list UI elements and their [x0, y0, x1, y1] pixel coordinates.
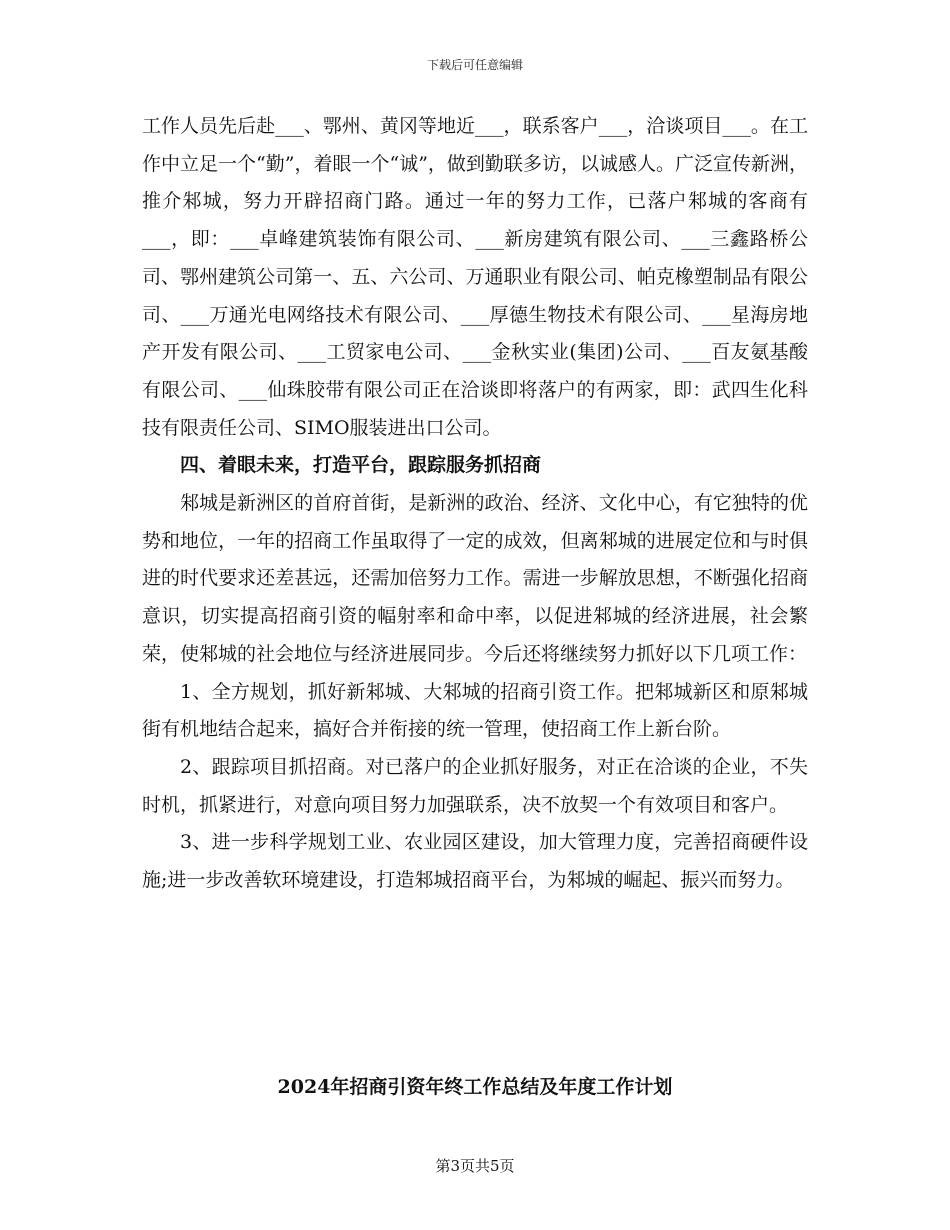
- list-item-1: 1、全方规划，抓好新邾城、大邾城的招商引资工作。把邾城新区和原邾城街有机地结合起来，搞好合并衔接的统一管理，使招商工作上新台阶。: [142, 680, 808, 741]
- document-body: [142, 108, 808, 900]
- page-footer: 第3页共5页: [435, 1157, 515, 1175]
- list-item-2: 2、跟踪项目抓招商。对已落户的企业抓好服务，对正在洽谈的企业，不失时机，抓紧进行，对意向项目努力加强联系，决不放契一个有效项目和客户。: [142, 755, 808, 816]
- list-item-3: 3、进一步科学规划工业、农业园区建设，加大管理力度，完善招商硬件设施;进一步改善软环境建设，打造邾城招商平台，为邾城的崛起、振兴而努力。: [142, 831, 808, 892]
- paragraph-contacts: 工作人员先后赴___、鄂州、黄冈等地近___，联系客户___，洽谈项目___。在工作中立足一个“勤”，着眼一个“诚”，做到勤联多访，以诚感人。广泛宣传新洲，推介邾城，努力开辟招商门路。通过一年的努力工作，已落户邾城的客商有___，即：___卓峰建筑装饰有限公司、___新房建筑有限公司、___三鑫路桥公司、鄂州建筑公司第一、五、六公司、万通职业有限公司、帕克橡塑制品有限公司、___万通光电网络技术有限公司、___厚德生物技术有限公司、___星海房地产开发有限公司、___工贸家电公司、___金秋实业(集团)公司、___百友氨基酸有限公司、___仙珠胶带有限公司正在洽谈即将落户的有两家，即：武四生化科技有限责任公司、SIMO服装进出口公司。: [142, 115, 808, 439]
- document-title: 2024年招商引资年终工作总结及年度工作计划: [277, 1076, 673, 1098]
- paragraph-outlook: 邾城是新洲区的首府首街，是新洲的政治、经济、文化中心，有它独特的优势和地位，一年的招商工作虽取得了一定的成效，但离邾城的进展定位和与时俱进的时代要求还差甚远，还需加倍努力工作。需进一步解放思想，不断强化招商意识，切实提高招商引资的幅射率和命中率，以促进邾城的经济进展，社会繁荣，使邾城的社会地位与经济进展同步。今后还将继续努力抓好以下几项工作：: [142, 492, 808, 665]
- page-header: 下载后可任意编辑: [426, 58, 523, 72]
- section-heading-four: 四、着眼未来，打造平台，跟踪服务抓招商: [180, 454, 542, 477]
